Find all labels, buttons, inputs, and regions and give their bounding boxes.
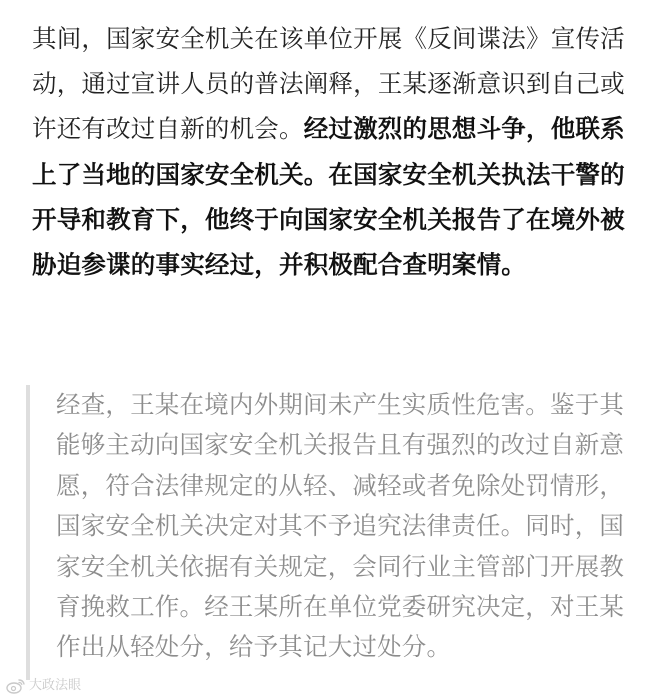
watermark-label: 大政法眼 (29, 678, 82, 693)
main-paragraph-normal-text: 其间，国家安全机关在该单位开展《反间谍法》宣传活动，通过宣讲人员的普法阐释，王某逐渐意识到自己或许还有改过自新的机会。 (32, 24, 625, 144)
main-paragraph-bold-text: 经过激烈的思想斗争，他联系上了当地的国家安全机关。在国家安全机关执法干警的开导和教育下，他终于向国家安全机关报告了在境外被胁迫参谍的事实经过，并积极配合查明案情。 (32, 114, 625, 280)
main-paragraph (32, 16, 644, 287)
weibo-icon (6, 678, 26, 694)
watermark (6, 677, 81, 695)
blockquote (26, 385, 644, 680)
quote-paragraph: 经查，王某在境内外期间未产生实质性危害。鉴于其能够主动向国家安全机关报告且有强烈的改过自新意愿，符合法律规定的从轻、减轻或者免除处罚情形，国家安全机关决定对其不予追究法律责任。同时，国家安全机关依据有关规定，会同行业主管部门开展教育挽救工作。经王某所在单位党委研究决定，对王某作出从轻处分，给予其记大过处分。 (56, 390, 625, 662)
